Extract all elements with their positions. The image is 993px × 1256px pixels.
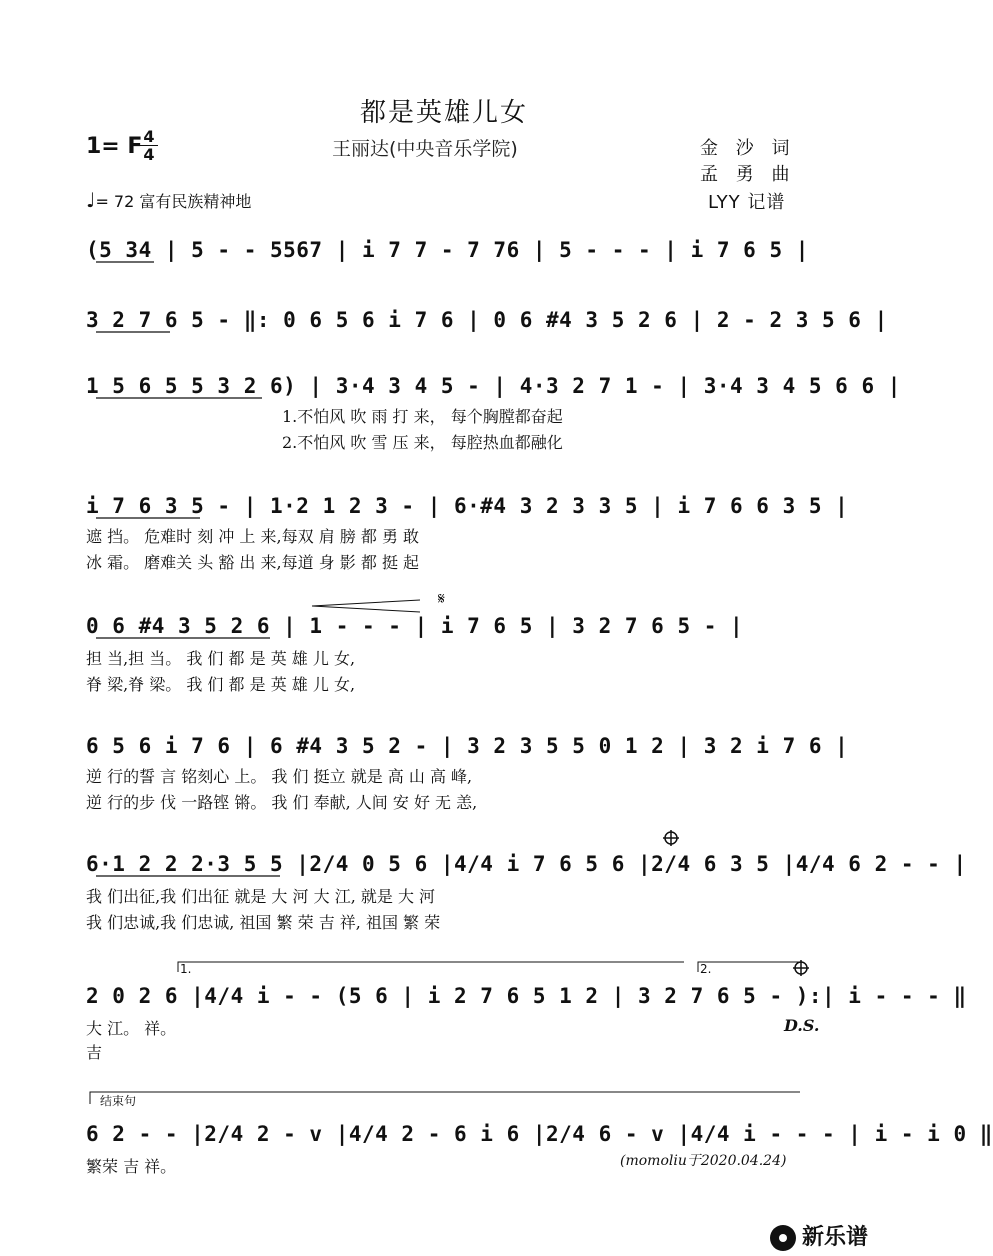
lyrics-row-4-verse-1: 遮 挡。 危难时 刻 冲 上 来,每双 肩 膀 都 勇 敢: [86, 527, 420, 546]
lyrics-row-4-verse-2: 冰 霜。 磨难关 头 豁 出 来,每道 身 影 都 挺 起: [86, 553, 420, 572]
coda-bracket: [90, 1092, 800, 1104]
meter-bottom: 4: [143, 145, 155, 164]
quarter-note-icon: ♩: [86, 188, 96, 212]
performer: 王丽达(中央音乐学院): [332, 138, 518, 160]
crescendo-hairpin: [312, 600, 420, 612]
lyrics-row-7-verse-2: 我 们忠诚,我 们忠诚, 祖国 繁 荣 吉 祥, 祖国 繁 荣: [86, 913, 441, 932]
transcriber-signature: (momoliu于2020.04.24): [620, 1153, 787, 1169]
volta-2-label: 2.: [700, 962, 712, 976]
score-row-3: 1 5 6 5 5 3 2 6) | 3·4 3 4 5 - | 4·3 2 7 1 - | 3·4 3 4 5 6 6 |: [86, 374, 901, 398]
coda-label: 结束句: [100, 1094, 137, 1108]
lyrics-row-8-verse-2: 吉: [86, 1043, 103, 1062]
lyrics-row-5-verse-1: 担 当,担 当。 我 们 都 是 英 雄 儿 女,: [86, 649, 356, 668]
lyrics-row-3-verse-2: 2.不怕风 吹 雪 压 来， 每腔热血都融化: [282, 433, 563, 452]
page-title: 都是英雄儿女: [359, 98, 528, 128]
key-signature: 1= F: [86, 134, 143, 159]
logo-text: 新乐谱: [802, 1225, 869, 1250]
score-row-8: 2 0 2 6 |4/4 i - - (5 6 | i 2 7 6 5 1 2 | 3 2 7 6 5 - ):| i - - - ‖: [86, 984, 967, 1008]
composer: 孟 勇 曲: [700, 164, 796, 185]
lyrics-row-8-verse-1: 大 江。 祥。: [86, 1019, 177, 1038]
lyricist: 金 沙 词: [700, 138, 796, 159]
ds-marking: D.S.: [784, 1016, 820, 1035]
score-row-7: 6·1 2 2 2·3 5 5 |2/4 0 5 6 |4/4 i 7 6 5 6 |2/4 6 3 5 |4/4 6 2 - - |: [86, 852, 967, 876]
score-row-4: i 7 6 3 5 - | 1·2 1 2 3 - | 6·#4 3 2 3 3 5 | i 7 6 6 3 5 |: [86, 494, 849, 518]
expression-text: 富有民族精神地: [139, 192, 252, 211]
transcriber: LYY 记谱: [708, 192, 786, 213]
score-row-2: 3 2 7 6 5 - ‖: 0 6 5 6 i 7 6 | 0 6 #4 3 5 2 6 | 2 - 2 3 5 6 |: [86, 308, 888, 332]
volta-1-bracket: [178, 962, 684, 972]
lyrics-row-6-verse-1: 逆 行的誓 言 铭刻心 上。 我 们 挺立 就是 高 山 高 峰,: [86, 767, 473, 786]
score-row-6: 6 5 6 i 7 6 | 6 #4 3 5 2 - | 3 2 3 5 5 0 1 2 | 3 2 i 7 6 |: [86, 734, 849, 758]
lyrics-row-7-verse-1: 我 们出征,我 们出征 就是 大 河 大 江, 就是 大 河: [86, 887, 436, 906]
lyrics-row-9-verse-1: 繁荣 吉 祥。: [86, 1157, 177, 1176]
segno-sign: 𝄋: [438, 589, 445, 608]
volta-2-bracket: [698, 962, 800, 972]
score-row-9: 6 2 - - |2/4 2 - v |4/4 2 - 6 i 6 |2/4 6 - v |4/4 i - - - | i - i 0 ‖: [86, 1122, 993, 1146]
lyrics-row-5-verse-2: 脊 梁,脊 梁。 我 们 都 是 英 雄 儿 女,: [86, 675, 356, 694]
meter-top: 4: [140, 128, 158, 146]
tempo-value: = 72: [95, 192, 135, 211]
score-row-1: (5 34 | 5 - - 5567 | i 7 7 - 7 76 | 5 - - - | i 7 6 5 |: [86, 238, 809, 262]
volta-1-label: 1.: [180, 962, 192, 976]
score-row-5: 0 6 #4 3 5 2 6 | 1 - - - | i 7 6 5 | 3 2 7 6 5 - |: [86, 614, 744, 638]
lyrics-row-6-verse-2: 逆 行的步 伐 一路铿 锵。 我 们 奉献, 人间 安 好 无 恙,: [86, 793, 478, 812]
lyrics-row-3-verse-1: 1.不怕风 吹 雨 打 来， 每个胸膛都奋起: [282, 407, 563, 426]
